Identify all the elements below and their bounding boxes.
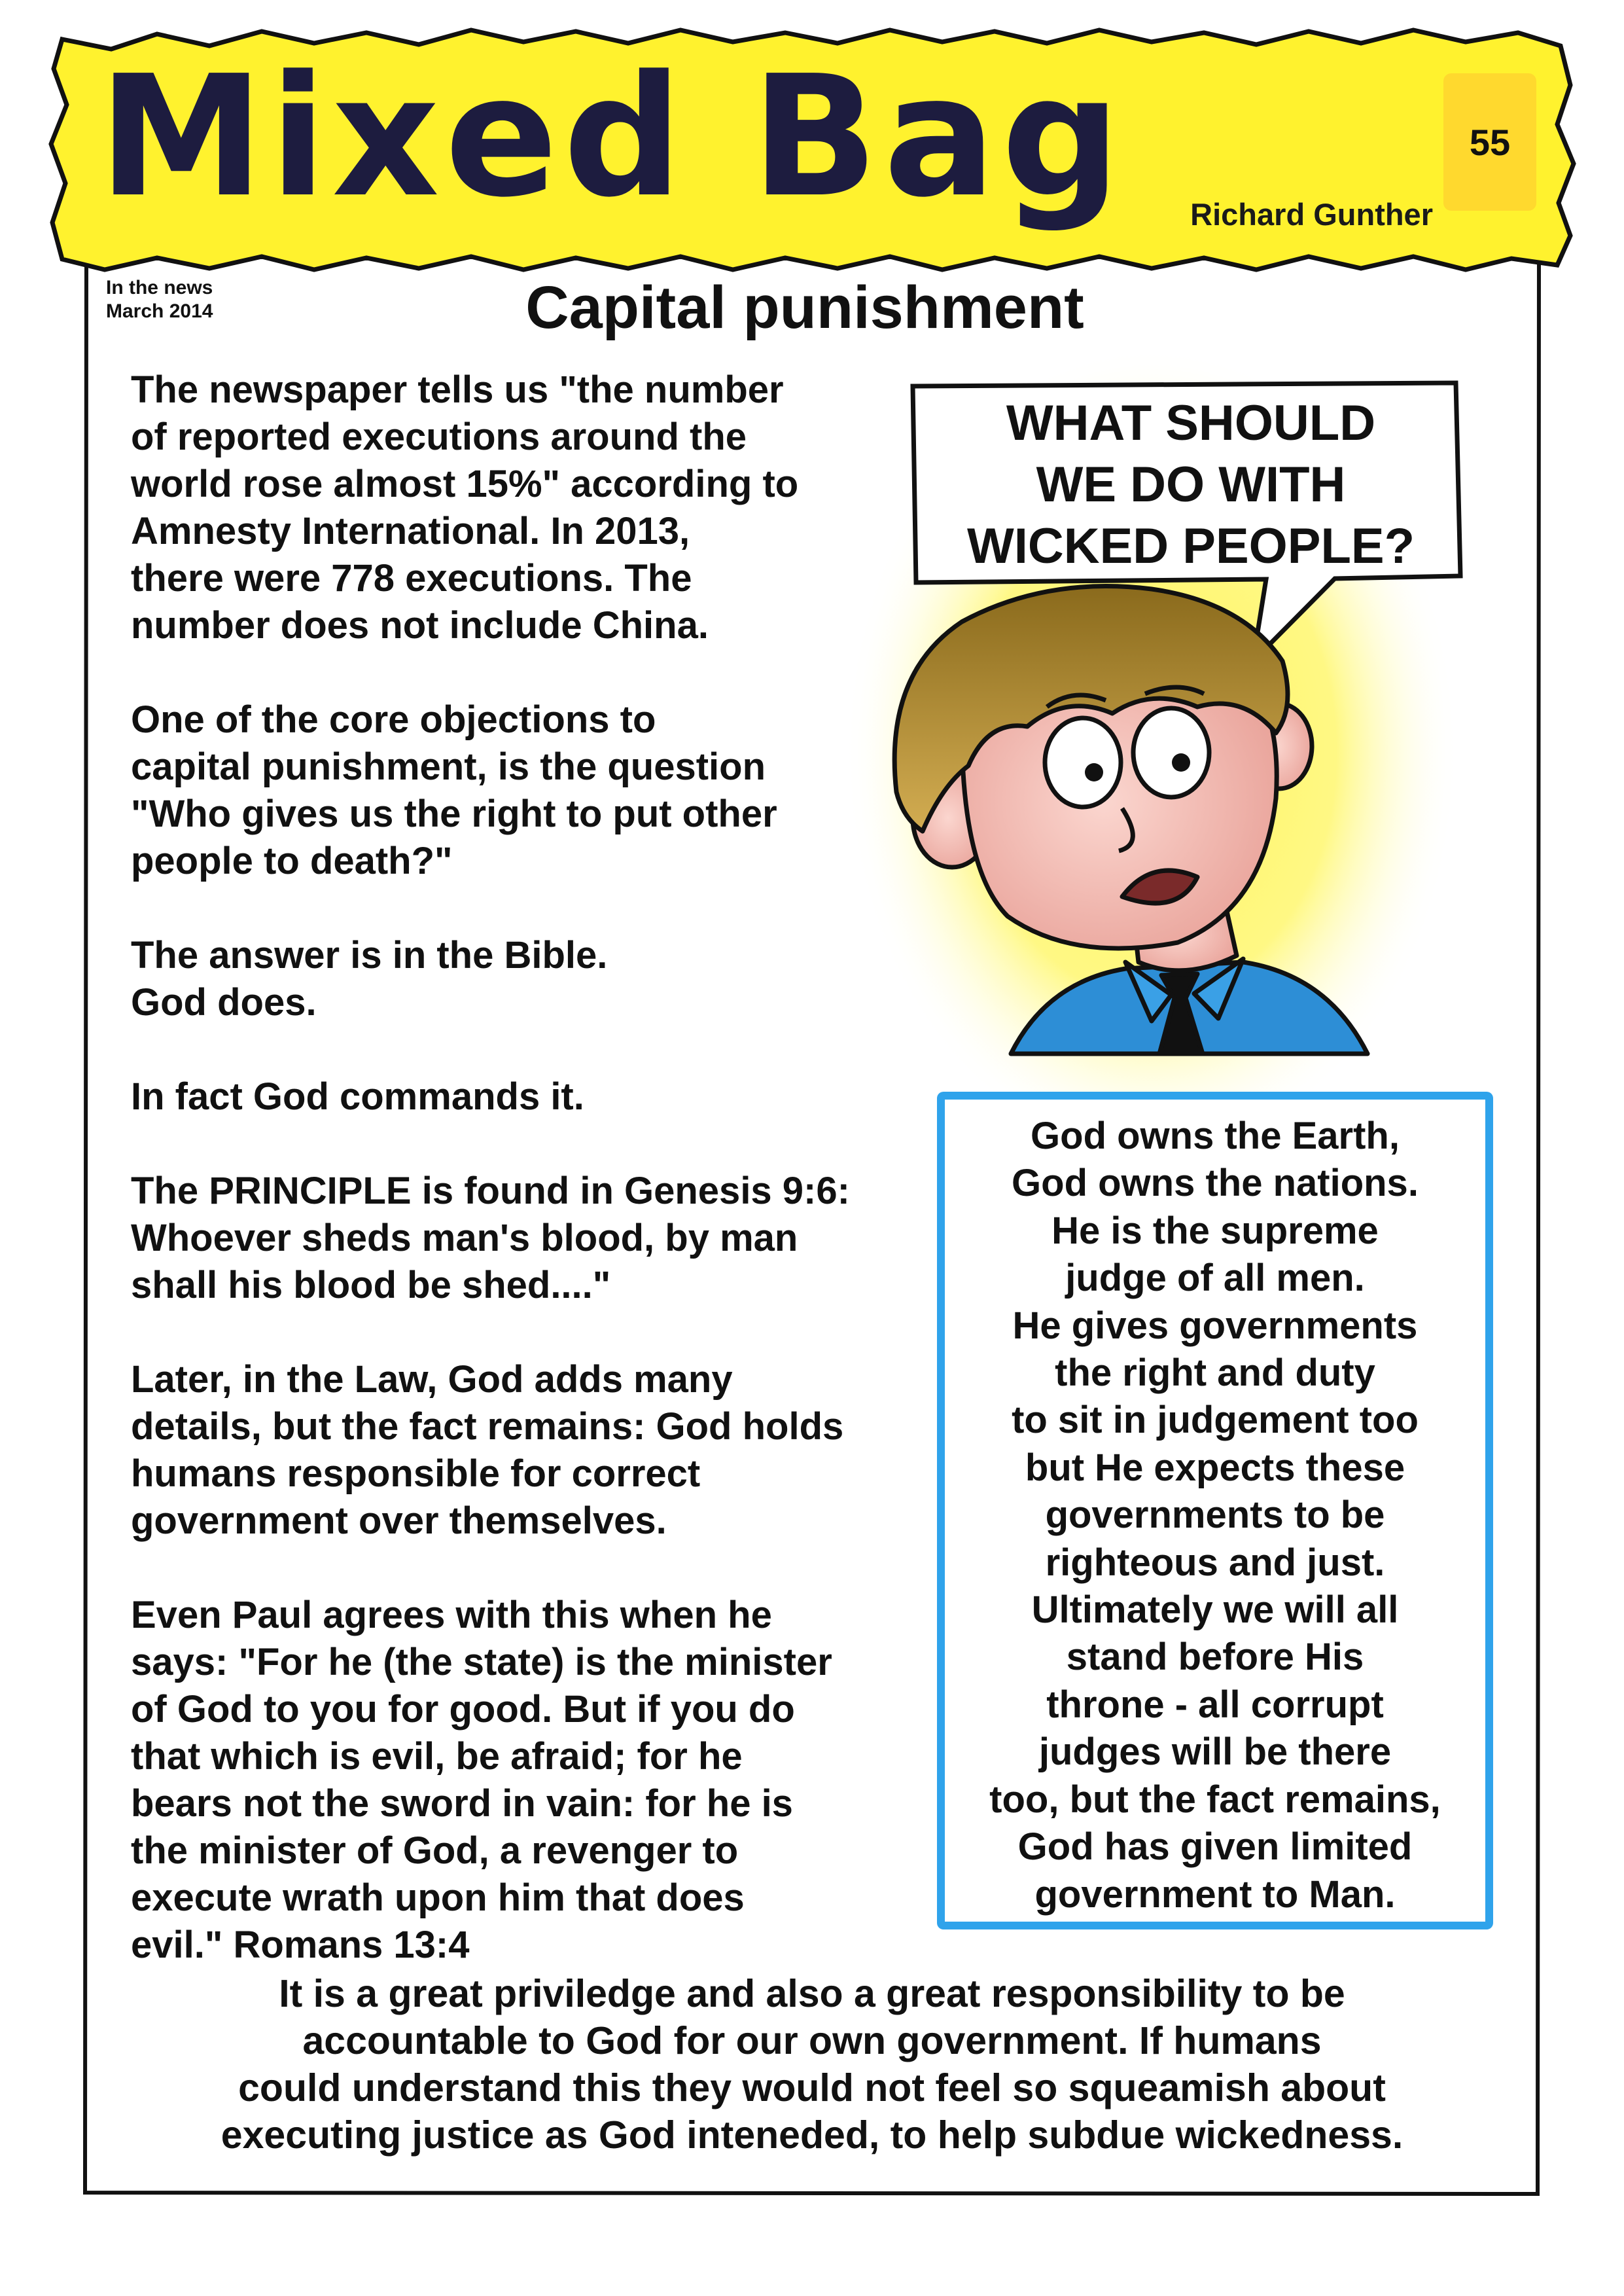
- body-paragraph: The newspaper tells us "the number of reported executions around the world rose almost 15%" according to Amnesty International. In 2013, there were 778 executions. The number does not include China.: [131, 368, 799, 647]
- body-paragraph: The PRINCIPLE is found in Genesis 9:6: Whoever sheds man's blood, by man shall his blood be shed....": [131, 1170, 850, 1306]
- closing-statement: It is a great priviledge and also a great responsibility to be accountable to God for our own government. If humans could understand this they would not feel so squeamish about executing justice as God inteneded, to help subdue wickedness.: [221, 1972, 1403, 2157]
- issue-number-badge: 55: [1443, 73, 1536, 211]
- kicker: [106, 276, 276, 323]
- kicker-line-1: In the news: [106, 277, 213, 298]
- speech-bubble-text: [916, 393, 1466, 577]
- page-headline: Capital punishment: [525, 274, 1084, 341]
- body-paragraph: Later, in the Law, God adds many details, but the fact remains: God holds humans responsible for correct government over themselves.: [131, 1358, 844, 1542]
- body-paragraph: In fact God commands it.: [131, 1075, 584, 1118]
- body-paragraph: One of the core objections to capital punishment, is the question "Who gives us the right to put other people to death?": [131, 698, 777, 882]
- body-column: [131, 367, 942, 2016]
- author-byline: Richard Gunther: [1190, 197, 1433, 232]
- sidebar-text: God owns the Earth, God owns the nations. He is the supreme judge of all men. He gives governments the right and duty to sit in judgement too but He expects these governments to be righteous and just. Ultimately we will all stand before His throne - all corrupt judges will be there too, but the fact remains, God has given limited government to Man.: [989, 1115, 1441, 1916]
- body-paragraph: The answer is in the Bible. God does.: [131, 934, 608, 1024]
- body-paragraph: Even Paul agrees with this when he says: "For he (the state) is the minister of God to you for good. But if you do that which is evil, be afraid; for he bears not the sword in vain: for he is the minister of God, a revenger to execute wrath upon him that does evil." Romans 13:4: [131, 1594, 832, 1966]
- kicker-date: March 2014: [106, 300, 213, 322]
- masthead-title: Mixed Bag: [98, 40, 1126, 234]
- speech-bubble-line: WHAT SHOULD WE DO WITH WICKED PEOPLE?: [966, 395, 1415, 574]
